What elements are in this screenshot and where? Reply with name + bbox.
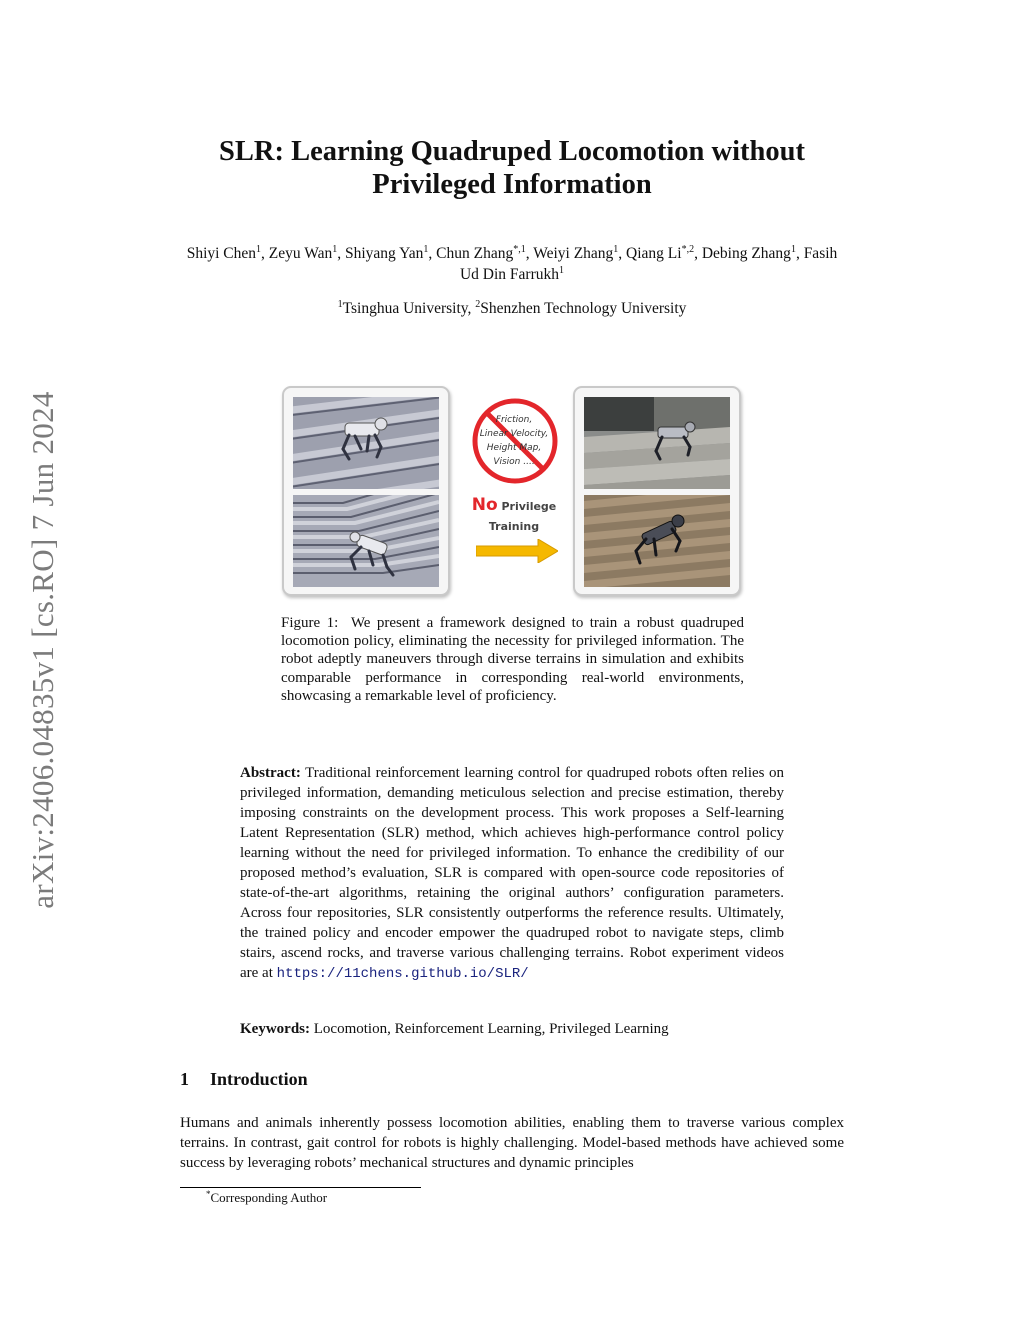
affiliations: $^1$Tsinghua University, $^2$Shenzhen Technology University [337,299,687,317]
author-sup: *,1 [513,244,526,255]
section-title: Introduction [210,1069,308,1089]
author-sup: *,2 [681,244,695,255]
real-steps-image [584,397,730,489]
footnote-text: Corresponding Author [210,1190,328,1205]
privileged-item: Height Map, [486,443,542,453]
training-label: Training [488,520,540,533]
author: Shiyi Chen [186,245,257,262]
author-sup: 1 [332,244,338,255]
author: Shiyang Yan [345,245,424,262]
author: Qiang Li [626,245,682,262]
introduction-text: Humans and animals inherently possess locomotion abilities, enabling them to traverse various complex terrains. In contrast, gait control for robots is highly challenging. Model-based methods have achieved some success by leveraging robots’ mechanical structures and dynamic principles [180,1115,844,1171]
privilege-word: Privilege [501,500,557,513]
affiliation: Tsinghua University [342,300,468,317]
keywords-label: Keywords: [240,1021,310,1037]
section-heading [180,1069,308,1090]
author: Debing Zhang [701,245,791,262]
section-number: 1 [180,1069,189,1089]
author: Weiyi Zhang [533,245,614,262]
affiliation-sup: 1 [337,299,343,310]
abstract-label: Abstract: [240,765,301,781]
author-sup: 1 [790,244,796,255]
author-sup: 1 [613,244,619,255]
author: Fasih Ud Din Farrukh [459,245,838,283]
caption-label: Figure 1: [281,615,339,631]
author: Zeyu Wan [268,245,333,262]
simulation-panel [282,386,450,596]
project-link[interactable]: https://11chens.github.io/SLR/ [276,966,529,982]
author-sup: 1 [256,244,262,255]
abstract [240,763,784,984]
sim-steps-image [293,397,439,489]
affiliation: Shenzhen Technology University [480,300,687,317]
no-privilege-label [452,495,576,515]
paper-title: SLR: Learning Quadruped Locomotion without Privileged Information [219,136,805,200]
figure-caption [281,614,744,705]
author-list: Shiyi Chen$^1$, Zeyu Wan$^1$, Shiyang Yan$^1$, Chun Zhang$^{*,1}$, Weiyi Zhang$^1$, Qiang $Li^{*,2}$, Debing Zhang$^1$, Fasih Ud Din Farrukh$^1$ [186,244,838,283]
privileged-item: Friction, [495,415,533,425]
real-stairs-image [584,495,730,587]
keywords-text: Locomotion, Reinforcement Learning, Privileged Learning [313,1021,669,1037]
arxiv-identifier: arXiv:2406.04835v1 [cs.RO] 7 Jun 2024 [25,391,60,909]
keywords [240,1021,784,1038]
footnote-mark: * [206,1189,211,1199]
privileged-info-list [464,413,564,469]
arrow-right-icon [476,539,558,563]
footnote-divider [180,1187,421,1188]
footnote [206,1190,327,1206]
author: Chun Zhang [436,245,514,262]
abstract-text: Traditional reinforcement learning control for quadruped robots often relies on privileged information, demanding meticulous selection and precise estimation, thereby imposing constraints on the development process. This work proposes a Self-learning Latent Representation (SLR) method, which achieves high-performance control policy learning without the need for privileged information. To enhance the credibility of our proposed method’s evaluation, SLR is compared with open-source code repositories of state-of-the-art algorithms, retaining the original authors’ configuration parameters. Across four repositories, SLR consistently outperforms the reference results. Ultimately, the trained policy and encoder empower the quadruped robot to navigate steps, climb stairs, ascend rocks, and traverse various challenging terrains. Robot experiment videos are at [240,765,784,981]
figure-1 [280,386,746,598]
arxiv-sidebar [25,370,60,930]
caption-text: We present a framework designed to train a robust quadruped locomotion policy, eliminating the necessity for privileged information. The robot adeptly maneuvers through diverse terrains in simulation and exhibits comparable performance in corresponding real-world environments, showcasing a remarkable level of proficiency. [281,615,744,704]
author-sup: 1 [423,244,429,255]
author-sup: 1 [559,265,565,276]
privileged-item: Vision .... [493,457,535,467]
sim-stairs-image [293,495,439,587]
affiliation-sup: 2 [475,299,481,310]
privileged-item: Linear Velocity, [479,429,549,439]
no-word: No [471,495,498,515]
real-world-panel [573,386,741,596]
